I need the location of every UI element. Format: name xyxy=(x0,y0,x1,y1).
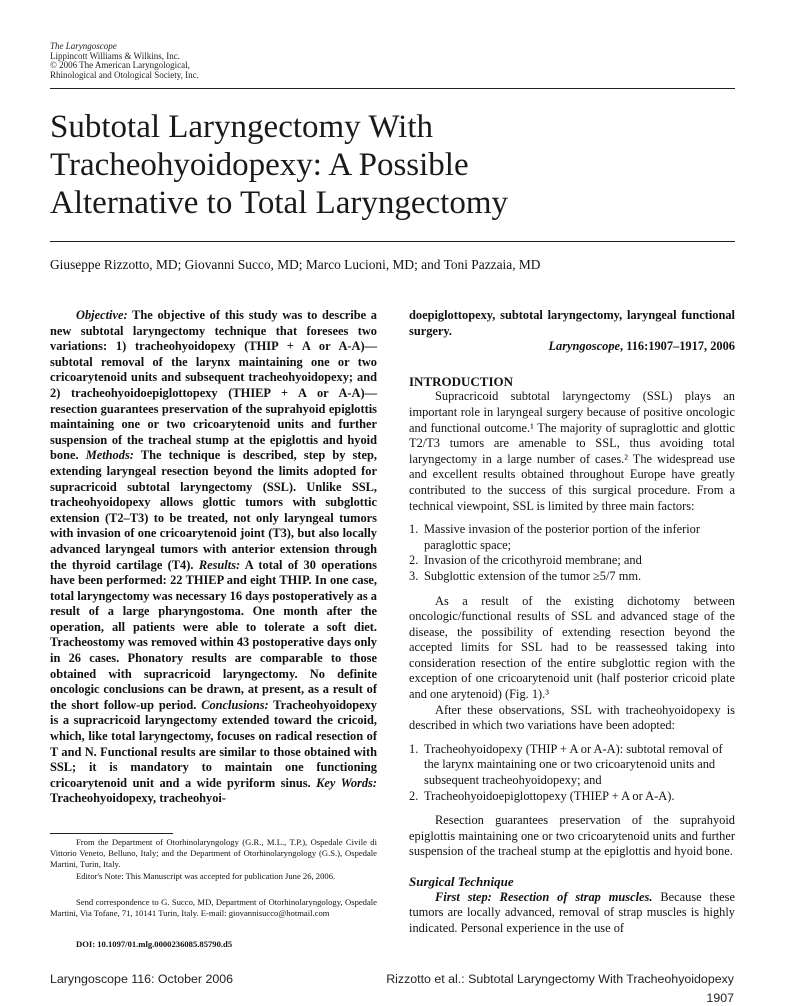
correspondence-footnote: Send correspondence to G. Succo, MD, Department of Otorhinolaryngology, Ospedale Martini, Via Tofane, 71, 10141 Turin, Italy. E-mail: giovannisucco@hotmail.com xyxy=(50,897,377,918)
list-item xyxy=(409,553,735,569)
affiliation-footnote: From the Department of Otorhinolaryngology (G.R., M.L., T.P.), Ospedale Civile di Vittorio Veneto, Belluno, Italy; and the Department of Otorhinolaryngology (G.S.), Ospedale Martini, Turin, Italy. xyxy=(50,837,377,869)
intro-paragraph-1: Supracricoid subtotal laryngectomy (SSL) plays an important role in laryngeal surgery because of positive oncologic and functional outcome.¹ The majority of supraglottic and glottic T2/T3 tumors are amenable to SSL, thus avoiding total laryngectomy in a large number of cases.² The widespread use and excellent results obtained throughout Europe have greatly contributed to the success of this surgical procedure. From a technical viewpoint, SSL is limited by three main factors: xyxy=(409,389,735,513)
keywords-continued: doepiglottopexy, subtotal laryngectomy, laryngeal functional surgery. xyxy=(409,308,735,338)
editor-note: Editor's Note: This Manuscript was accepted for publication June 26, 2006. xyxy=(76,871,336,881)
running-footer-left: Laryngoscope 116: October 2006 xyxy=(50,972,234,986)
list-text: Tracheohyoidopexy (THIP + A or A-A): subtotal removal of the larynx maintaining one or two cricoarytenoid units and subsequent tracheohyoidopexy; and xyxy=(424,741,723,788)
list-item xyxy=(409,522,735,553)
methods-label: Methods: xyxy=(85,448,134,463)
header-rule xyxy=(50,88,735,89)
first-step-label: First step: Resection of strap muscles. xyxy=(435,889,653,904)
title-line-3: Alternative to Total Laryngectomy xyxy=(50,185,509,221)
list-number: 1. xyxy=(409,741,419,756)
publisher: Lippincott Williams & Wilkins, Inc. xyxy=(50,50,180,61)
list-text: Subglottic extension of the tumor ≥5/7 mm. xyxy=(424,568,642,583)
limits-list xyxy=(409,522,735,584)
left-column xyxy=(50,308,377,807)
list-item xyxy=(409,569,735,585)
intro-paragraph-3: After these observations, SSL with tracheohyoidopexy is described in which two variations have been adopted: xyxy=(409,702,735,733)
doi: DOI: 10.1097/01.mlg.0000236085.85790.d5 xyxy=(76,939,233,949)
conclusions-label: Conclusions: xyxy=(201,697,269,712)
keywords-label: Key Words: xyxy=(316,775,377,790)
list-number: 3. xyxy=(409,568,419,583)
list-item xyxy=(409,789,735,805)
journal-name: The Laryngoscope xyxy=(50,41,117,51)
list-number: 2. xyxy=(409,553,419,568)
list-text: Tracheohyoidoepiglottopexy (THIEP + A or A-A). xyxy=(424,788,675,803)
title-line-1: Subtotal Laryngectomy With xyxy=(50,109,433,145)
keywords-text-part1: Tracheohyoidopexy, tracheohyoi- xyxy=(50,791,226,806)
conclusions-text: Tracheohyoidopexy is a supracricoid laryngectomy extended toward the cricoid, which, like total laryngectomy, focuses on radical resection of T and N. Functional results are similar to those obtained with SSL; it is mandatory to maintain one functioning cricoarytenoid unit and a wide pyriform sinus. xyxy=(50,697,378,790)
intro-paragraph-4: Resection guarantees preservation of the suprahyoid epiglottis maintaining one or two cricoarytenoid units and further suspension of the tracheal stump at the epiglottis and hyoid bone. xyxy=(409,813,735,859)
results-label: Results: xyxy=(198,557,241,572)
first-step-text: Because these tumors are locally advanced, removal of strap muscles is highly indicated. Personal experience in the use of xyxy=(409,889,735,935)
running-footer-right: Rizzotto et al.: Subtotal Laryngectomy With Tracheohyoidopexy xyxy=(386,972,734,986)
page-number: 1907 xyxy=(706,991,734,1005)
right-column xyxy=(409,308,735,936)
authors: Giuseppe Rizzotto, MD; Giovanni Succo, MD; Marco Lucioni, MD; and Toni Pazzaia, MD xyxy=(50,257,541,272)
objective-label: Objective: xyxy=(76,308,128,322)
abstract xyxy=(50,308,377,807)
objective-text: The objective of this study was to describe a new subtotal laryngectomy technique that foresees two variations: 1) tracheohyoidopexy (THIP + A or A-A)—subtotal removal of the larynx maintaining one or two cricoarytenoid units and subsequent tracheohyoidopexy; and 2) tracheohyoidoepiglottopexy (THIEP + A or A-A)—resection guarantees preservation of the suprahyoid epiglottis maintaining one or two cricoarytenoid units and further suspension of the tracheal stump at the epiglottis and hyoid bone. xyxy=(50,308,377,463)
variations-list xyxy=(409,742,735,804)
list-number: 1. xyxy=(409,522,419,537)
list-text: Invasion of the cricothyroid membrane; and xyxy=(424,553,642,568)
surgical-technique-heading: Surgical Technique xyxy=(409,874,514,889)
copyright-line-1: © 2006 The American Laryngological, xyxy=(50,60,190,71)
footnote-rule xyxy=(50,833,173,834)
copyright-line-2: Rhinological and Otological Society, Inc. xyxy=(50,69,199,80)
intro-paragraph-2: As a result of the existing dichotomy between oncologic/functional results of SSL and advanced stage of the disease, the possibility of extending resection beyond the accepted limits for SSL had to be reassessed taking into consideration resection of the entire subglottic region with the exception of one cricoarytenoid unit (half posterior cricoid plate and one arytenoid) (Fig. 1).³ xyxy=(409,593,735,702)
results-text: A total of 30 operations have been performed: 22 THIEP and eight THIP. In one case, total laryngectomy was necessary 16 days postoperatively as a result of a large pharyngostoma. One month after the operation, all patients were able to tolerate a soft diet. Tracheostomy was removed within 43 postoperative days only in 26 cases. Phonatory results are comparable to those obtained with supracricoid laryngectomy. No definite oncologic conclusions can be drawn, at present, as a result of the short follow-up period. xyxy=(50,557,377,712)
article-title xyxy=(50,108,740,222)
citation-detail: , 116:1907–1917, 2006 xyxy=(620,339,735,354)
list-number: 2. xyxy=(409,788,419,803)
list-text: Massive invasion of the posterior portion of the inferior paraglottic space; xyxy=(424,522,700,552)
title-rule xyxy=(50,241,735,242)
title-line-2: Tracheohyoidopexy: A Possible xyxy=(50,147,469,183)
citation xyxy=(409,339,735,355)
first-step-paragraph xyxy=(409,890,735,937)
journal-header xyxy=(50,42,199,80)
list-item xyxy=(409,742,735,789)
introduction-heading: INTRODUCTION xyxy=(409,373,514,389)
methods-text: The technique is described, step by step, extending laryngeal resection beyond the limits adopted for supracricoid subtotal laryngectomy (SSL). Unlike SSL, tracheohyoidopexy allows glottic tumors with subglottic extension (T2–T3) to be treated, not only laryngeal tumors with invasion of one cricoarytenoid joint (T3), but also locally advanced laryngeal tumors with anterior extension through the thyroid cartilage (T4). xyxy=(50,448,377,572)
citation-journal: Laryngoscope xyxy=(548,339,621,354)
